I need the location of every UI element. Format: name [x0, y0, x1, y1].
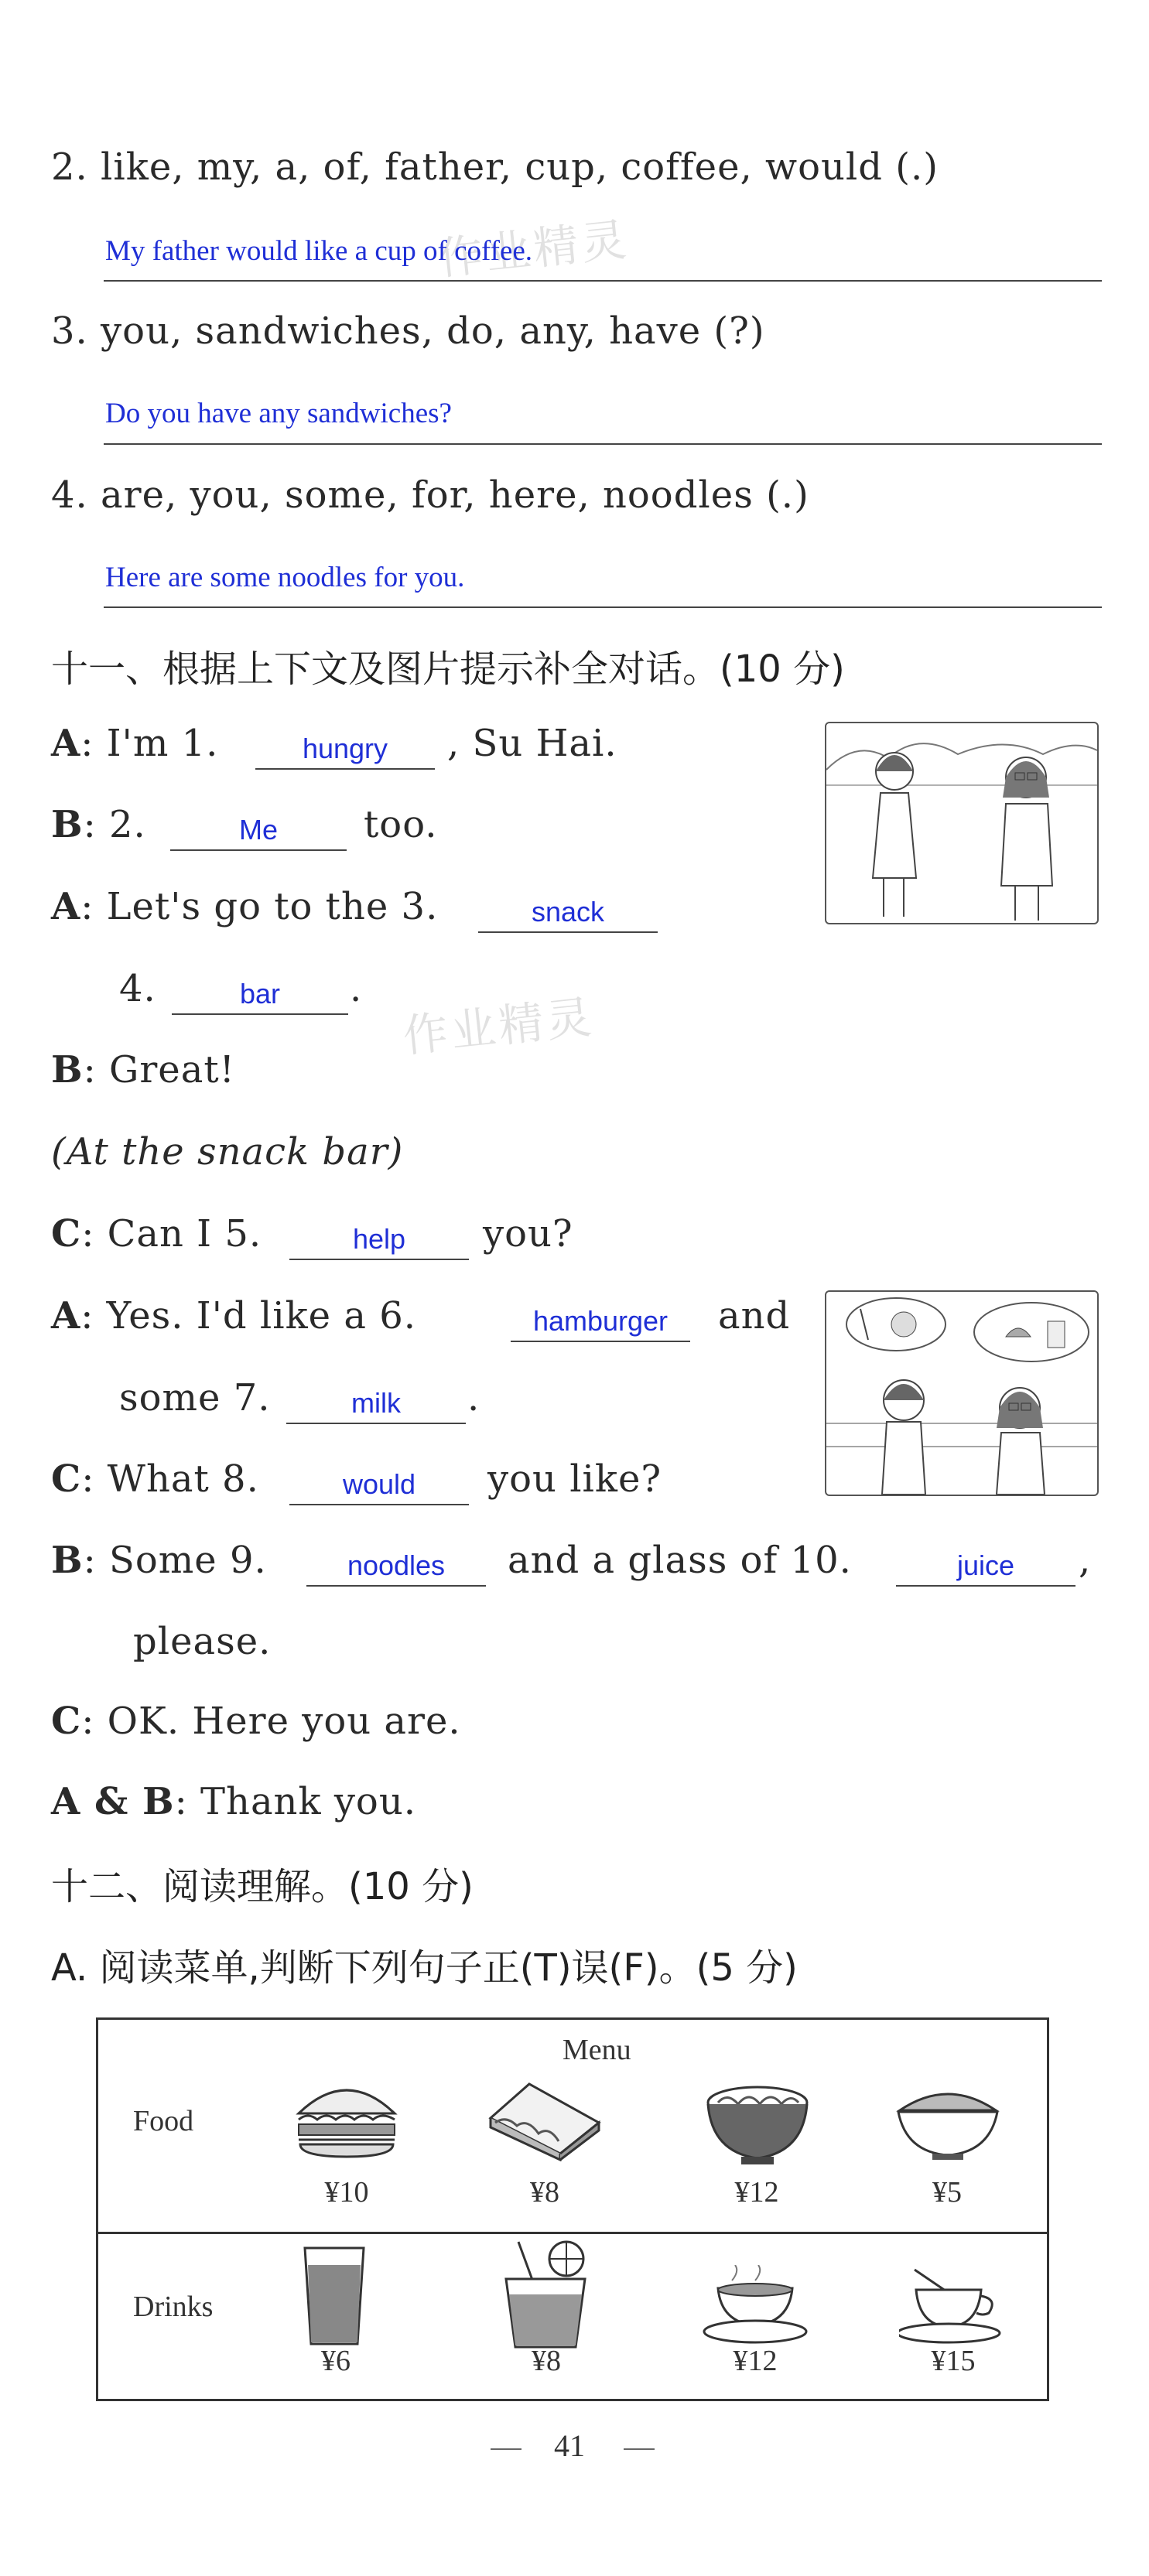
- line-text: : Some 9.: [83, 1539, 267, 1582]
- speaker: B: [51, 1539, 84, 1582]
- blank-answer: hamburger: [532, 1305, 669, 1337]
- line-text: : Can I 5.: [81, 1212, 262, 1256]
- question-2-prompt: 2. like, my, a, of, father, cup, coffee, would (.): [51, 145, 939, 189]
- line-text: : Yes. I'd like a 6.: [80, 1294, 417, 1338]
- line-text: : I'm 1.: [80, 722, 219, 765]
- line-text: please.: [133, 1620, 272, 1663]
- speaker: A & B: [51, 1780, 175, 1823]
- line-text: 4.: [119, 967, 156, 1010]
- blank-answer: bar: [239, 978, 281, 1010]
- question-4-answer: Here are some noodles for you.: [105, 562, 465, 593]
- line-text: .: [467, 1376, 480, 1420]
- food-price: ¥10: [324, 2176, 369, 2209]
- blank-9: [306, 1549, 486, 1587]
- tea-cup-icon: [701, 2265, 809, 2345]
- juice-glass-icon: [302, 2243, 367, 2349]
- menu-title: Menu: [563, 2034, 631, 2066]
- blank-10: [896, 1549, 1075, 1587]
- drink-price: ¥12: [733, 2345, 778, 2377]
- question-2-answer: My father would like a cup of coffee.: [105, 235, 533, 267]
- blank-answer: would: [342, 1468, 416, 1500]
- page-number-rule-left: [491, 2448, 521, 2450]
- line-text: : Thank you.: [174, 1780, 416, 1823]
- blank-6: [511, 1305, 690, 1342]
- food-price: ¥5: [932, 2176, 962, 2209]
- line-text: : OK. Here you are.: [81, 1700, 461, 1743]
- drink-price: ¥15: [931, 2345, 976, 2377]
- food-price: ¥8: [530, 2176, 559, 2209]
- speaker: C: [51, 1212, 82, 1256]
- question-4-prompt: 4. are, you, some, for, here, noodles (.): [51, 473, 809, 517]
- section-12-title: 十二、阅读理解。(10 分): [51, 1865, 474, 1908]
- line-text: : What 8.: [81, 1457, 259, 1501]
- speaker: A: [51, 722, 81, 765]
- watermark: 作业精灵: [435, 213, 632, 285]
- drink-price: ¥6: [321, 2345, 351, 2377]
- hamburger-icon: [292, 2073, 401, 2166]
- picture-snack-bar: [825, 1290, 1099, 1496]
- line-text: and a glass of 10.: [508, 1539, 852, 1582]
- line-text: too.: [364, 803, 438, 846]
- blank-8: [289, 1468, 469, 1505]
- noodles-icon: [704, 2081, 811, 2168]
- line-text: and: [718, 1294, 791, 1338]
- girls-illustration: [826, 723, 1097, 923]
- section-12-subtitle: A. 阅读菜单,判断下列句子正(T)误(F)。(5 分): [51, 1946, 798, 1990]
- line-text: : Great!: [83, 1048, 235, 1092]
- line-text: : Let's go to the 3.: [80, 885, 439, 928]
- question-3-prompt: 3. you, sandwiches, do, any, have (?): [51, 309, 765, 353]
- speaker: C: [51, 1700, 82, 1743]
- sandwich-icon: [483, 2079, 604, 2161]
- line-text: , Su Hai.: [447, 722, 617, 765]
- line-text: ,: [1079, 1539, 1092, 1582]
- blank-answer: hungry: [302, 733, 388, 764]
- line-text: .: [350, 967, 363, 1010]
- section-11-title: 十一、根据上下文及图片提示补全对话。(10 分): [51, 647, 845, 691]
- blank-answer: juice: [956, 1549, 1015, 1581]
- speaker: A: [51, 885, 81, 928]
- line-text: : 2.: [83, 803, 146, 846]
- answer-line: [104, 280, 1102, 282]
- speaker: A: [51, 1294, 81, 1338]
- speaker: C: [51, 1457, 82, 1501]
- coffee-cup-icon: [899, 2265, 1007, 2345]
- blank-1: [255, 733, 435, 770]
- blank-4: [172, 978, 348, 1015]
- blank-answer: help: [352, 1223, 406, 1255]
- blank-7: [286, 1387, 466, 1424]
- answer-line: [104, 443, 1102, 445]
- speaker: B: [51, 1048, 84, 1092]
- blank-answer: snack: [531, 896, 605, 928]
- blank-5: [289, 1223, 469, 1260]
- scene-note: (At the snack bar): [51, 1130, 404, 1174]
- blank-answer: Me: [238, 814, 278, 846]
- blank-3: [478, 896, 658, 933]
- blank-answer: noodles: [347, 1549, 446, 1581]
- speaker: B: [51, 803, 84, 846]
- food-price: ¥12: [734, 2176, 779, 2209]
- drinks-label: Drinks: [133, 2291, 214, 2323]
- page-number: 41: [554, 2428, 585, 2463]
- lemon-tea-icon: [495, 2236, 596, 2352]
- line-text: you like?: [487, 1457, 662, 1501]
- picture-two-girls: [825, 722, 1099, 924]
- question-3-answer: Do you have any sandwiches?: [105, 398, 452, 429]
- blank-2: [170, 814, 347, 851]
- food-label: Food: [133, 2105, 194, 2137]
- answer-line: [104, 606, 1102, 608]
- blank-answer: milk: [351, 1387, 401, 1419]
- row-divider: [98, 2232, 1047, 2234]
- snack-bar-illustration: [826, 1292, 1097, 1495]
- watermark: 作业精灵: [400, 990, 597, 1063]
- page-number-rule-right: [624, 2448, 655, 2450]
- line-text: some 7.: [119, 1376, 271, 1420]
- rice-icon: [894, 2082, 1002, 2163]
- drink-price: ¥8: [532, 2345, 561, 2377]
- line-text: you?: [483, 1212, 573, 1256]
